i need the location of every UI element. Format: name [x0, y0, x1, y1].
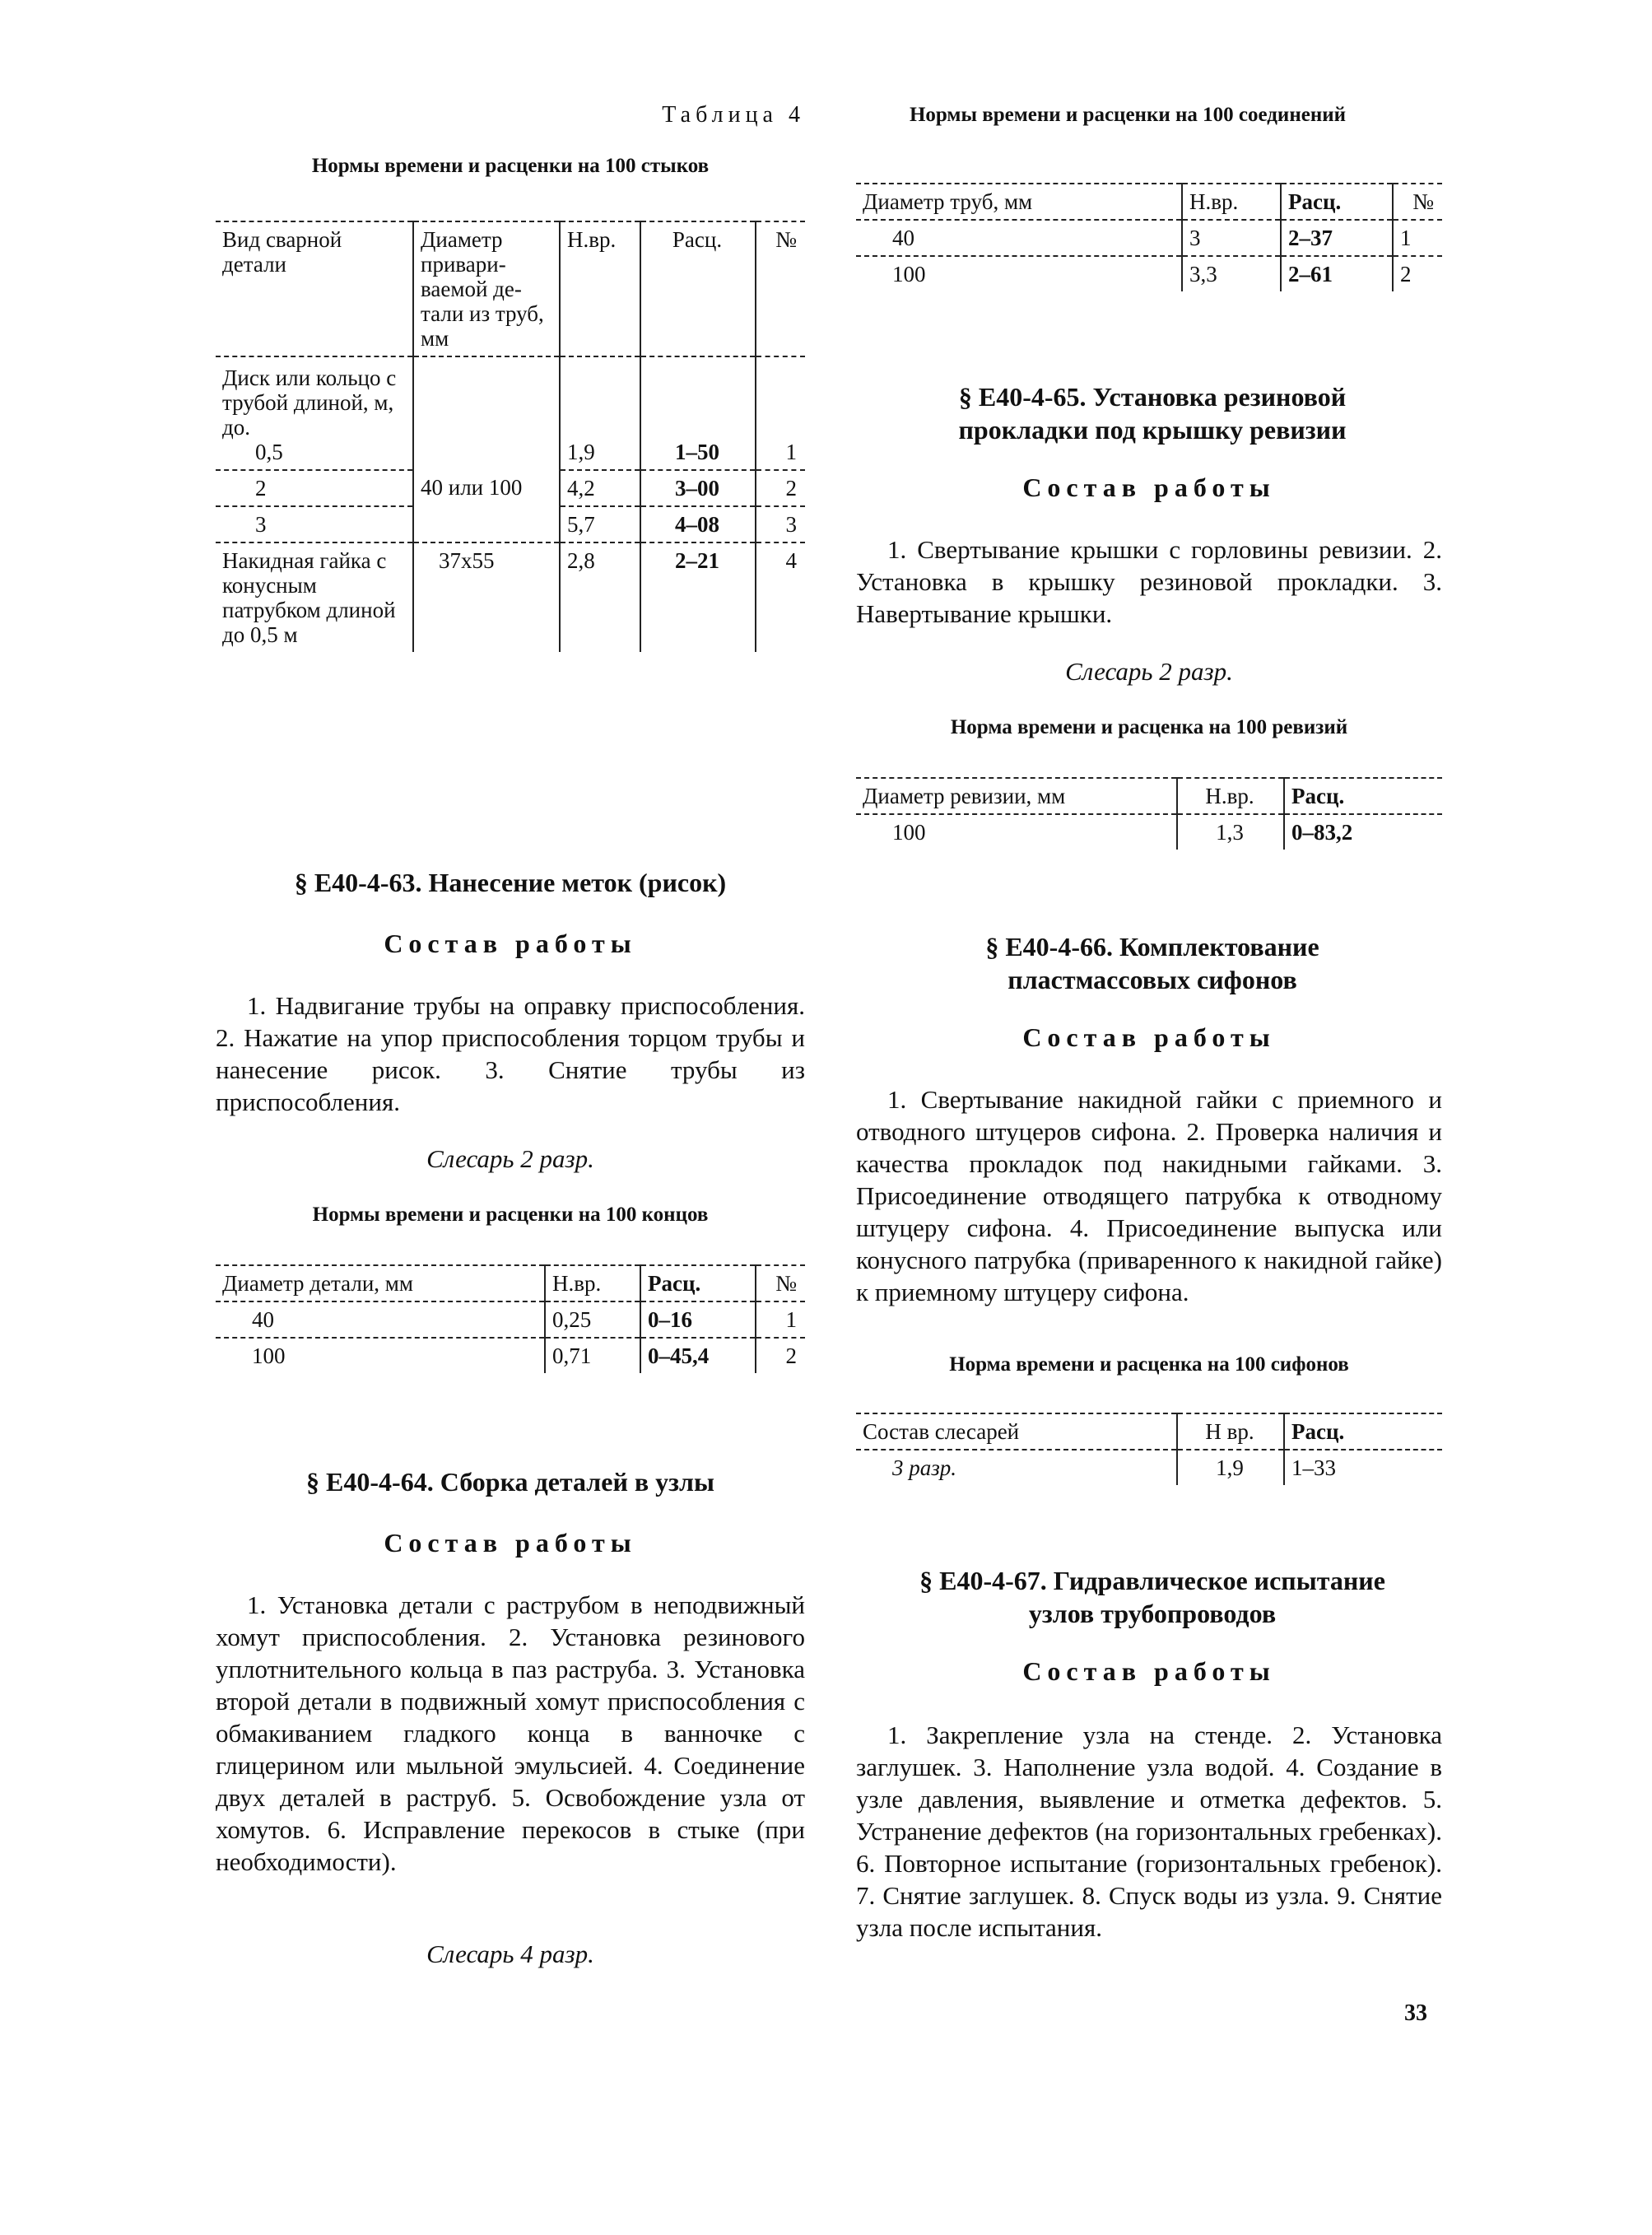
table-title: Нормы времени и расценки на 100 соединений: [909, 104, 1347, 126]
row-price: 1–33: [1284, 1450, 1442, 1485]
row-norm: 0,71: [545, 1338, 640, 1373]
col-header-price: Расц.: [1284, 778, 1442, 814]
row-norm: 5,7: [560, 506, 640, 542]
row-price: 0–83,2: [1284, 814, 1442, 850]
row-norm: 3: [1182, 220, 1281, 256]
table-title: Нормы времени и расценки на 100 концов: [312, 1204, 709, 1226]
section-text: 1. Свертывание накидной гайки с приемного и отводного штуцеров сифона. 2. Проверка наличия и качества прокладок под накидными гайками. 3. Присоединение отводящего патрубка к отводному штуцеру сифона. 4. Присоединение выпуска или конусного патрубка (приваренного к накидной гайке) к приемному штуцеру сифона.: [856, 1085, 1442, 1306]
col-header-crew: Состав слесарей: [856, 1413, 1177, 1450]
section-title: § Е40-4-64. Сборка деталей в узлы: [306, 1467, 714, 1497]
table-row: [216, 506, 805, 542]
col-header-diameter: Диаметр ревизии, мм: [856, 778, 1177, 814]
table-row: [216, 470, 805, 506]
row-price: 2–21: [640, 542, 756, 652]
section-text: 1. Закрепление узла на стенде. 2. Установка заглушек. 3. Наполнение узла водой. 4. Создание в узле давления, выявление и отметка дефектов. 5. Устранение дефектов (на горизонтальных гребенках). 6. Повторное испытание (горизонтальных гребенок). 7. Снятие заглушек. 8. Спуск воды из узла. 9. Снятие узла после испытания.: [856, 1720, 1442, 1942]
row-num: 1: [756, 356, 805, 470]
col-header-num: №: [756, 1265, 805, 1301]
row-crew: 3 разр.: [892, 1455, 957, 1480]
section-subtitle: Состав работы: [1022, 1022, 1276, 1052]
section-text: 1. Надвигание трубы на оправку приспособления. 2. Нажатие на упор приспособления торцом трубы и нанесение рисок. 3. Снятие трубы из приспособления.: [216, 991, 805, 1116]
table-row: [856, 256, 1442, 291]
section-title: § Е40-4-65. Установка резиновой прокладки под крышку ревизии: [958, 382, 1347, 445]
table-revisions: [856, 777, 1442, 850]
row-detail: 3: [216, 506, 413, 542]
row-num: 3: [756, 506, 805, 542]
row-num: 1: [1393, 220, 1442, 256]
row-norm: 0,25: [545, 1301, 640, 1338]
table-title: Нормы времени и расценки на 100 стыков: [311, 155, 710, 177]
col-header-norm: Н.вр.: [560, 221, 640, 356]
section-title: § Е40-4-67. Гидравлическое испытание узлов трубопроводов: [919, 1566, 1385, 1628]
col-header-num: №: [1393, 184, 1442, 220]
row-price: 0–16: [640, 1301, 756, 1338]
section-subtitle: Состав работы: [1022, 1656, 1276, 1686]
table-ends: [216, 1264, 805, 1373]
col-header-diameter: Диаметр привари-ваемой де-тали из труб, мм: [413, 221, 560, 356]
table-title: Норма времени и расценка на 100 сифонов: [949, 1353, 1349, 1376]
row-num: 4: [756, 542, 805, 652]
col-header-price: Расц.: [640, 1265, 756, 1301]
row-diameter: 37x55: [413, 542, 560, 652]
row-num: 2: [756, 1338, 805, 1373]
row-diameter-shared: 40 или 100: [413, 470, 560, 506]
col-header-norm: Н вр.: [1177, 1413, 1284, 1450]
section-subtitle: Состав работы: [384, 929, 637, 958]
row-detail-value: 0,5: [255, 440, 283, 464]
table-header-row: [856, 184, 1442, 220]
table-joints: [216, 221, 805, 652]
worker-grade: Слесарь 2 разр.: [1065, 657, 1233, 686]
section-title: § Е40-4-66. Комплектование пластмассовых сифонов: [985, 932, 1319, 994]
row-norm: 1,9: [560, 356, 640, 470]
group-label: Диск или кольцо с трубой длиной, м, до.: [222, 366, 397, 440]
col-header-num: №: [756, 221, 805, 356]
row-norm: 1,9: [1177, 1450, 1284, 1485]
col-header-price: Расц.: [640, 221, 756, 356]
section-subtitle: Состав работы: [384, 1528, 637, 1558]
row-detail: [216, 356, 413, 470]
row-price: 0–45,4: [640, 1338, 756, 1373]
table-row: [856, 814, 1442, 850]
table-row: [216, 542, 805, 652]
row-price: 2–37: [1281, 220, 1393, 256]
row-norm: 2,8: [560, 542, 640, 652]
col-header-price: Расц.: [1281, 184, 1393, 220]
row-detail: Накидная гайка с конусным патрубком длиной до 0,5 м: [216, 542, 413, 652]
row-diameter: 100: [856, 256, 1182, 291]
section-subtitle: Состав работы: [1022, 473, 1276, 502]
table-row: [856, 220, 1442, 256]
row-diameter: 40: [252, 1307, 274, 1332]
page-number: 33: [1404, 2000, 1427, 2026]
table-row: [216, 1338, 805, 1373]
table-header-row: [856, 778, 1442, 814]
section-text: 1. Установка детали с раструбом в неподвижный хомут приспособления. 2. Установка резинового уплотнительного кольца в паз раструба. 3. Установка второй детали в подвижный хомут приспособления с обмакиванием гладкого конца в ванночке с глицерином или мыльной эмульсией. 4. Соединение двух деталей в раструб. 5. Освобождение узла от хомутов. 6. Исправление перекосов в стыке (при необходимости).: [216, 1590, 805, 1876]
row-diameter: 100: [892, 820, 926, 845]
col-header-norm: Н.вр.: [1177, 778, 1284, 814]
col-header-detail: Вид сварной детали: [216, 221, 413, 356]
row-detail: 2: [216, 470, 413, 506]
table-connections: [856, 183, 1442, 291]
col-header-price: Расц.: [1284, 1413, 1442, 1450]
row-num: 1: [756, 1301, 805, 1338]
col-header-norm: Н.вр.: [1182, 184, 1281, 220]
row-norm: 3,3: [1182, 256, 1281, 291]
table-header-row: [216, 1265, 805, 1301]
table-caption: Таблица 4: [662, 102, 805, 128]
row-price: 4–08: [640, 506, 756, 542]
table-header-row: [216, 221, 805, 356]
table-row: [856, 1450, 1442, 1485]
table-siphons: [856, 1413, 1442, 1485]
row-num: 2: [756, 470, 805, 506]
row-price: 1–50: [640, 356, 756, 470]
col-header-norm: Н.вр.: [545, 1265, 640, 1301]
table-row: [216, 356, 805, 470]
row-diameter: 40: [892, 226, 914, 250]
row-price: 2–61: [1281, 256, 1393, 291]
table-header-row: [856, 1413, 1442, 1450]
table-title: Норма времени и расценка на 100 ревизий: [950, 716, 1348, 738]
section-title: § Е40-4-63. Нанесение меток (рисок): [294, 868, 727, 897]
worker-grade: Слесарь 4 разр.: [426, 1939, 594, 1968]
row-diameter: 100: [216, 1338, 545, 1373]
col-header-diameter: Диаметр труб, мм: [856, 184, 1182, 220]
worker-grade: Слесарь 2 разр.: [426, 1144, 594, 1173]
table-row: [216, 1301, 805, 1338]
row-num: 2: [1393, 256, 1442, 291]
row-norm: 4,2: [560, 470, 640, 506]
section-text: 1. Свертывание крышки с горловины ревизии. 2. Установка в крышку резиновой прокладки. 3. Навертывание крышки.: [856, 535, 1442, 628]
row-price: 3–00: [640, 470, 756, 506]
col-header-diameter: Диаметр детали, мм: [216, 1265, 545, 1301]
row-norm: 1,3: [1177, 814, 1284, 850]
